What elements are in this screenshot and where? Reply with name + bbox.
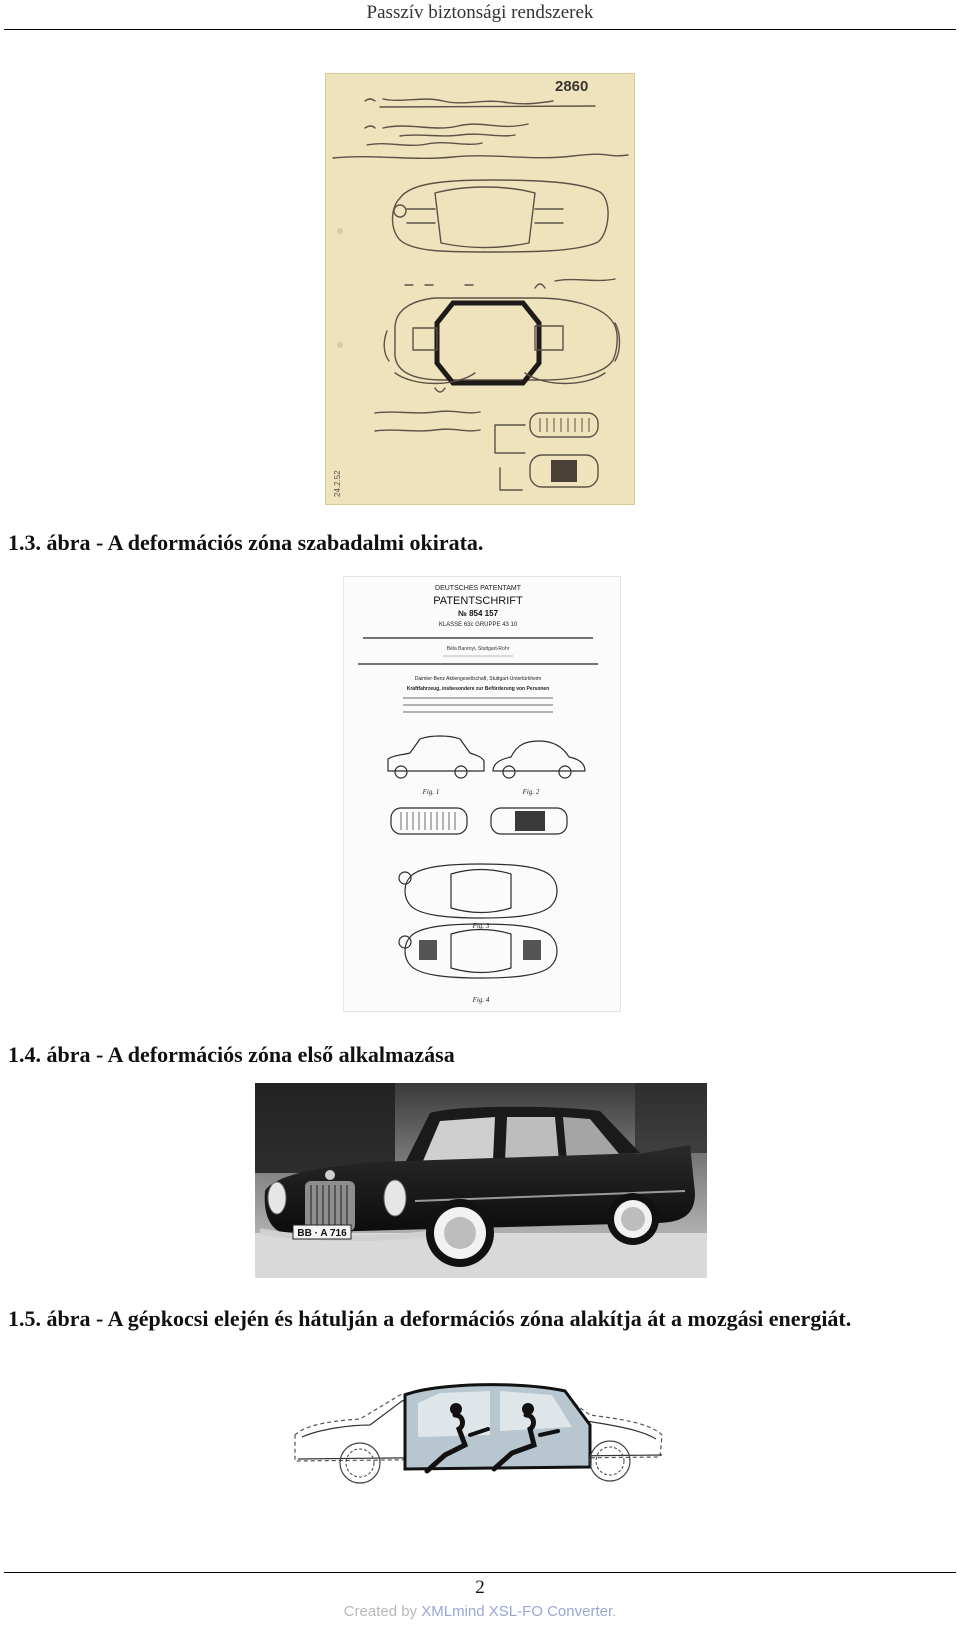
patent-fig-label: Fig. 1: [422, 788, 440, 796]
sketch-number: 2860: [555, 78, 589, 95]
generator-suffix: .: [612, 1603, 617, 1620]
generator-prefix: Created by: [343, 1603, 422, 1620]
patent-inventor: Béla Barényi, Stuttgart-Rohr: [446, 646, 510, 652]
patent-fig-label: Fig. 2: [522, 788, 540, 796]
car-photo-image: [255, 1083, 707, 1278]
footer-divider: [4, 1572, 956, 1573]
patent-subject: Kraftfahrzeug, insbesondere zur Beförderung von Personen: [406, 686, 550, 692]
crumple-zone-image: [290, 1375, 670, 1495]
page-header: [4, 0, 956, 30]
header-title: Passzív biztonsági rendszerek: [366, 2, 594, 23]
generator-brand-link[interactable]: XMLmind XSL-FO Converter: [421, 1603, 613, 1620]
patent-office: DEUTSCHES PATENTAMT: [435, 585, 521, 592]
license-plate: BB · A 716: [297, 1228, 347, 1239]
patent-sketch-figure: [325, 73, 635, 505]
generator-credit: [0, 1603, 960, 1620]
patent-title: PATENTSCHRIFT: [433, 595, 523, 607]
patent-document-image: [343, 576, 621, 1012]
figure-caption-1-4: 1.4. ábra - A deformációs zóna első alkalmazása: [8, 1042, 455, 1067]
patent-fig-label: Fig. 3: [472, 922, 490, 930]
page-number: 2: [475, 1577, 485, 1598]
patent-number: № 854 157: [457, 609, 499, 618]
patent-klasse: KLASSE 63c GRUPPE 43 10: [438, 622, 518, 628]
patent-sketch-image: [325, 73, 635, 505]
crumple-zone-figure: [290, 1375, 670, 1495]
figure-caption-1-5: 1.5. ábra - A gépkocsi elején és hátulján a deformációs zóna alakítja át a mozgási energiát.: [8, 1306, 852, 1331]
sketch-date: 24.2.52: [333, 470, 342, 497]
car-photo-figure: [255, 1083, 707, 1278]
patent-document-figure: [343, 576, 621, 1012]
patent-fig-label: Fig. 4: [472, 996, 490, 1004]
patent-company: Daimler-Benz Aktiengesellschaft, Stuttgart-Untertürkheim: [414, 676, 542, 682]
figure-caption-1-3: 1.3. ábra - A deformációs zóna szabadalmi okirata.: [8, 530, 484, 555]
